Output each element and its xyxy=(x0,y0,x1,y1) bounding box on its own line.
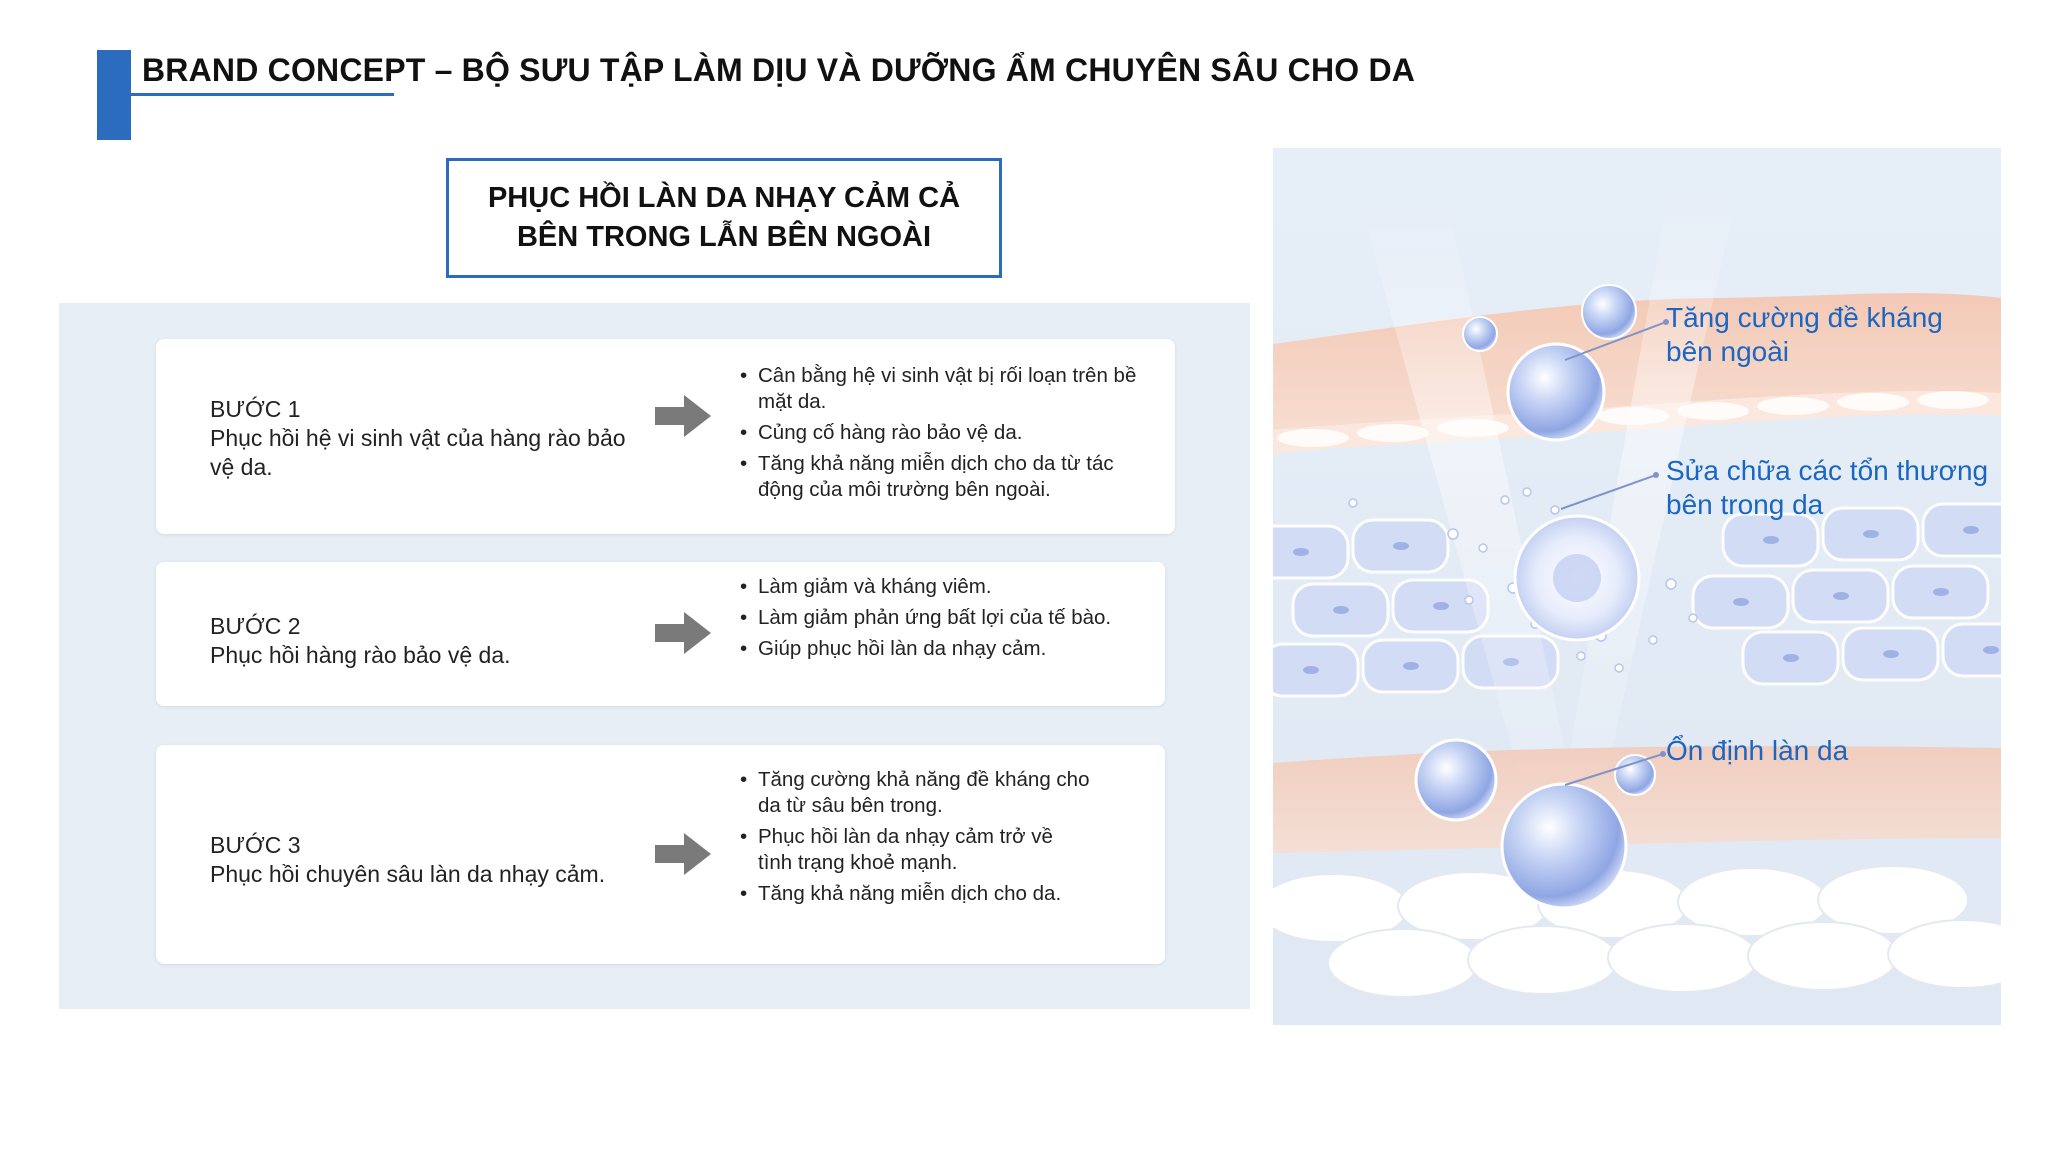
step-3-bullets xyxy=(740,767,1090,912)
step-3-bullet-3: • Tăng khả năng miễn dịch cho da. xyxy=(740,881,1090,907)
title-accent-bar xyxy=(97,50,131,140)
step-2-description: Phục hồi hàng rào bảo vệ da. xyxy=(210,642,511,668)
headline-line-2: BÊN TRONG LẪN BÊN NGOÀI xyxy=(516,221,932,253)
callout-1-line-1: Tăng cường đề kháng xyxy=(1666,302,1943,333)
step-3-label: BƯỚC 3 xyxy=(210,832,301,858)
callout-2-line-1: Sửa chữa các tổn thương xyxy=(1666,455,1989,486)
step-1-label: BƯỚC 1 xyxy=(210,396,301,422)
step-card-2 xyxy=(156,562,1165,706)
arrow-right-icon xyxy=(654,393,712,439)
arrow-right-icon xyxy=(654,610,712,656)
callout-1-line-2: bên ngoài xyxy=(1666,336,1790,367)
step-2-bullets xyxy=(740,574,1160,667)
headline-line-1: PHỤC HỒI LÀN DA NHẠY CẢM CẢ xyxy=(487,182,961,214)
page-title: BRAND CONCEPT – BỘ SƯU TẬP LÀM DỊU VÀ DƯỠNG ẨM CHUYÊN SÂU CHO DA xyxy=(142,52,1416,88)
step-2-bullet-3: • Giúp phục hồi làn da nhạy cảm. xyxy=(740,636,1160,662)
step-3-bullet-1: • Tăng cường khả năng đề kháng cho da từ sâu bên trong. xyxy=(740,767,1090,819)
callout-stabilize-skin xyxy=(1666,734,1848,768)
step-2-bullet-2: • Làm giảm phản ứng bất lợi của tế bào. xyxy=(740,605,1160,631)
step-1-text xyxy=(210,395,630,482)
callout-external-resistance xyxy=(1666,301,1943,369)
callout-repair-damage xyxy=(1666,454,1988,522)
step-2-label: BƯỚC 2 xyxy=(210,613,301,639)
step-1-bullet-1: • Cân bằng hệ vi sinh vật bị rối loạn trên bề mặt da. xyxy=(740,363,1150,415)
skin-layers-graphic xyxy=(1273,148,2001,1025)
step-2-bullet-1: • Làm giảm và kháng viêm. xyxy=(740,574,1160,600)
step-3-description: Phục hồi chuyên sâu làn da nhạy cảm. xyxy=(210,861,606,887)
step-3-text xyxy=(210,831,650,889)
steps-panel xyxy=(59,303,1250,1009)
step-card-1 xyxy=(156,339,1175,534)
step-1-bullet-2: • Củng cố hàng rào bảo vệ da. xyxy=(740,420,1150,446)
step-1-description: Phục hồi hệ vi sinh vật của hàng rào bảo vệ da. xyxy=(210,425,626,480)
skin-layers-illustration xyxy=(1273,148,2001,1025)
step-1-bullets xyxy=(740,363,1150,508)
title-underline xyxy=(131,93,394,96)
step-2-text xyxy=(210,612,630,670)
callout-3-line-1: Ổn định làn da xyxy=(1666,735,1849,766)
arrow-right-icon xyxy=(654,831,712,877)
callout-2-line-2: bên trong da xyxy=(1666,489,1824,520)
headline-box xyxy=(446,158,1002,278)
step-card-3 xyxy=(156,745,1165,964)
step-3-bullet-2: • Phục hồi làn da nhạy cảm trở về tình trạng khoẻ mạnh. xyxy=(740,824,1090,876)
step-1-bullet-3: • Tăng khả năng miễn dịch cho da từ tác động của môi trường bên ngoài. xyxy=(740,451,1150,503)
